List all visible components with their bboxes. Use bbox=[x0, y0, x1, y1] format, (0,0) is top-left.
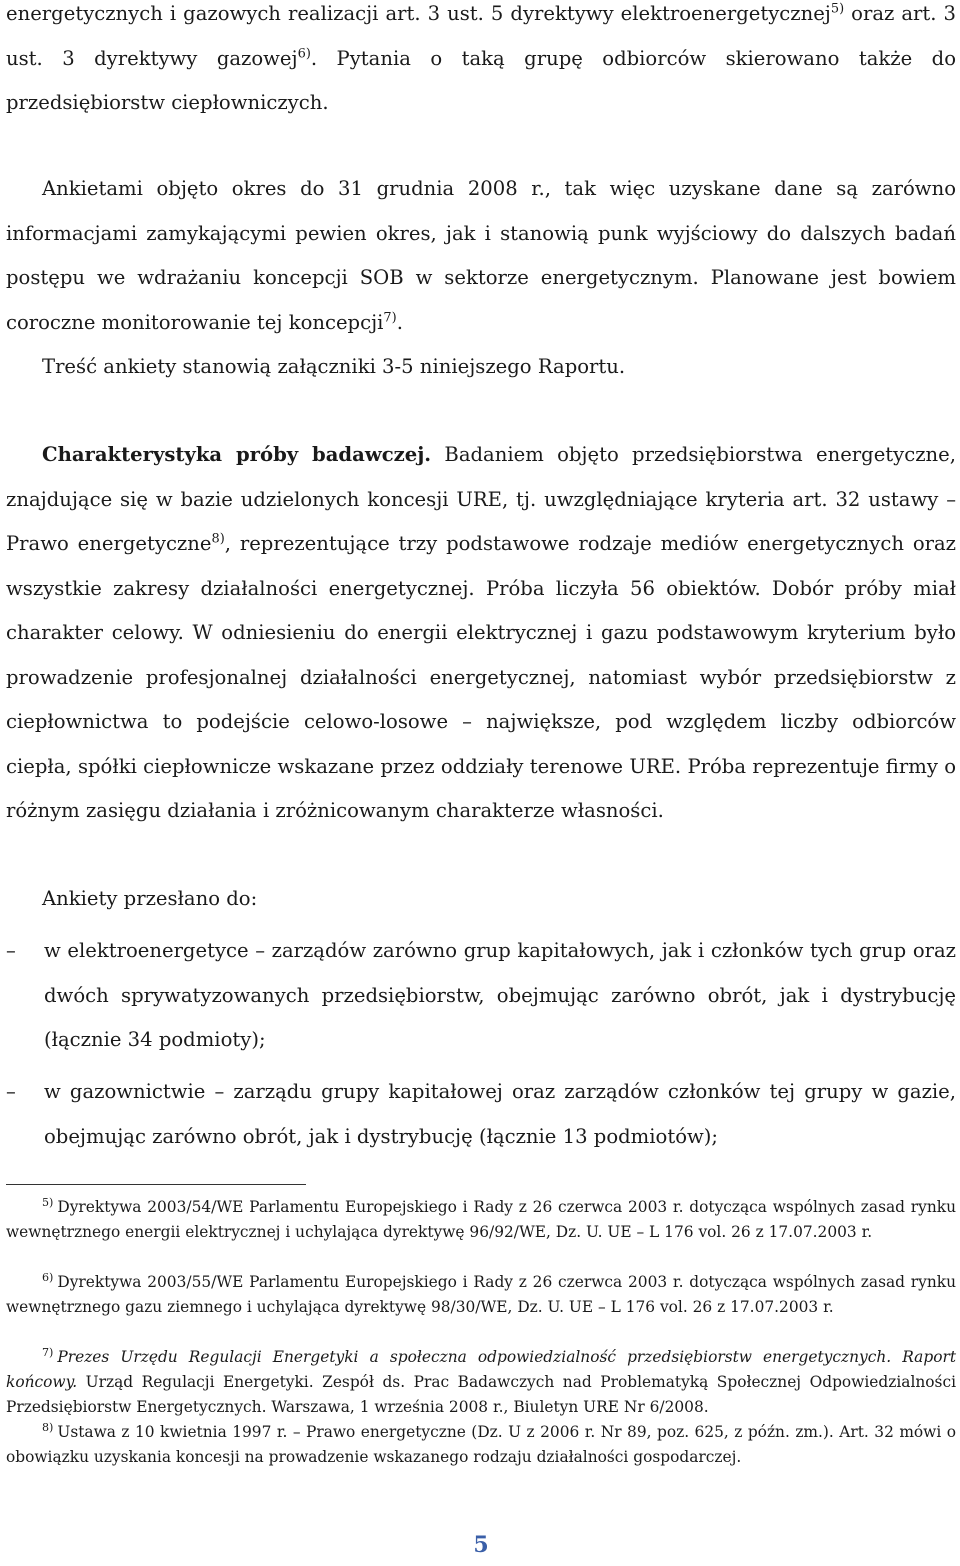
document-page bbox=[6, 0, 956, 1566]
list-item-text: w gazownictwie – zarządu grupy kapitałowej oraz zarządów członków tej grupy w gazie, obejmując zarówno obrót, jak i dystrybucję (łącznie 13 podmiotów); bbox=[44, 1080, 956, 1148]
footnote-ref-7[interactable]: 7) bbox=[383, 309, 397, 325]
list-dash: – bbox=[6, 939, 16, 962]
list-item-text: w elektroenergetyce – zarządów zarówno grup kapitałowych, jak i członków tych grup oraz dwóch sprywatyzowanych przedsiębiorstw, obejmując zarówno obrót, jak i dystrybucję (łącznie 34 podmioty); bbox=[44, 939, 956, 1051]
footnote-ref-6[interactable]: 6) bbox=[297, 45, 311, 61]
paragraph-attachments: Treść ankiety stanowią załączniki 3-5 niniejszego Raportu. bbox=[42, 355, 626, 378]
paragraph-survey-period: Ankietami objęto okres do 31 grudnia 2008 r., tak więc uzyskane dane są zarówno informacjami zamykającymi pewien okres, jak i stanowią punk wyjściowy do dalszych badań postępu we wdrażaniu koncepcji SOB w sektorze energetycznym. Planowane jest bowiem coroczne monitorowanie tej koncepcji$^{7)}$. bbox=[6, 177, 956, 334]
footnote-8: $^{8)}$ Ustawa z 10 kwietnia 1997 r. – Prawo energetyczne (Dz. U z 2006 r. Nr 89, poz. 625, z późn. zm.). Art. 32 mówi o obowiązku uzyskania koncesji na prowadzenie wskazanego rodzaju działalności gospodarczej. bbox=[6, 1420, 956, 1466]
footnote-5: $^{5)}$ Dyrektywa 2003/54/WE Parlamentu Europejskiego i Rady z 26 czerwca 2003 r. dotycząca wspólnych zasad rynku wewnętrznego energii elektrycznej i uchylająca dyrektywę 96/92/WE, Dz. U. UE – L 176 vol. 26 z 17.07.2003 r. bbox=[6, 1195, 956, 1241]
footnote-7: $^{7)}$ Prezes Urzędu Regulacji Energetyki a społeczna odpowiedzialność przedsiębiorstw energetycznych. Raport końcowy. Urząd Regulacji Energetyki. Zespół ds. Prac Badawczych nad Problematyką Społecznej Odpowiedzialności Przedsiębiorstw Energetycznych. Warszawa, 1 września 2008 r., Biuletyn URE Nr 6/2008. bbox=[6, 1345, 956, 1416]
list-dash: – bbox=[6, 1080, 16, 1103]
section-heading: Charakterystyka próby badawczej. bbox=[42, 443, 432, 466]
list-item bbox=[6, 1070, 956, 1159]
footnote-6: $^{6)}$ Dyrektywa 2003/55/WE Parlamentu Europejskiego i Rady z 26 czerwca 2003 r. dotycząca wspólnych zasad rynku wewnętrznego gazu ziemnego i uchylająca dyrektywę 98/30/WE, Dz. U. UE – L 176 vol. 26 z 17.07.2003 r. bbox=[6, 1270, 956, 1316]
footnote-ref-8[interactable]: 8) bbox=[211, 531, 225, 547]
paragraph-directives: energetycznych i gazowych realizacji art. 3 ust. 5 dyrektywy elektroenergetycznej$^{5)}$ oraz art. 3 ust. 3 dyrektywy gazowej$^{6)}$. Pytania o taką grupę odbiorców skierowano także do przedsiębiorstw ciepłowniczych. bbox=[6, 1, 957, 114]
list-item bbox=[6, 929, 956, 1063]
page-number: 5 bbox=[473, 1532, 489, 1558]
paragraph-sample-characteristics: Charakterystyka próby badawczej. Badaniem objęto przedsiębiorstwa energetyczne, znajdujące się w bazie udzielonych koncesji URE, tj. uwzględniające kryteria art. 32 ustawy – Prawo energetyczne$^{8)}$, reprezentujące trzy podstawowe rodzaje mediów energetycznych oraz wszystkie zakresy działalności energetycznej. Próba liczyła 56 obiektów. Dobór próby miał charakter celowy. W odniesieniu do energii elektrycznej i gazu podstawowym kryterium było prowadzenie profesjonalnej działalności energetycznej, natomiast wybór przedsiębiorstw z ciepłownictwa to podejście celowo-losowe – największe, pod względem liczby odbiorców ciepła, spółki ciepłownicze wskazane przez oddziały terenowe URE. Próba reprezentuje firmy o różnym zasięgu działania i zróżnicowanym charakterze własności. bbox=[6, 443, 956, 822]
footnote-ref-5[interactable]: 5) bbox=[830, 1, 845, 17]
footnote-separator bbox=[6, 1184, 306, 1185]
paragraph-surveys-sent: Ankiety przesłano do: bbox=[42, 887, 258, 910]
